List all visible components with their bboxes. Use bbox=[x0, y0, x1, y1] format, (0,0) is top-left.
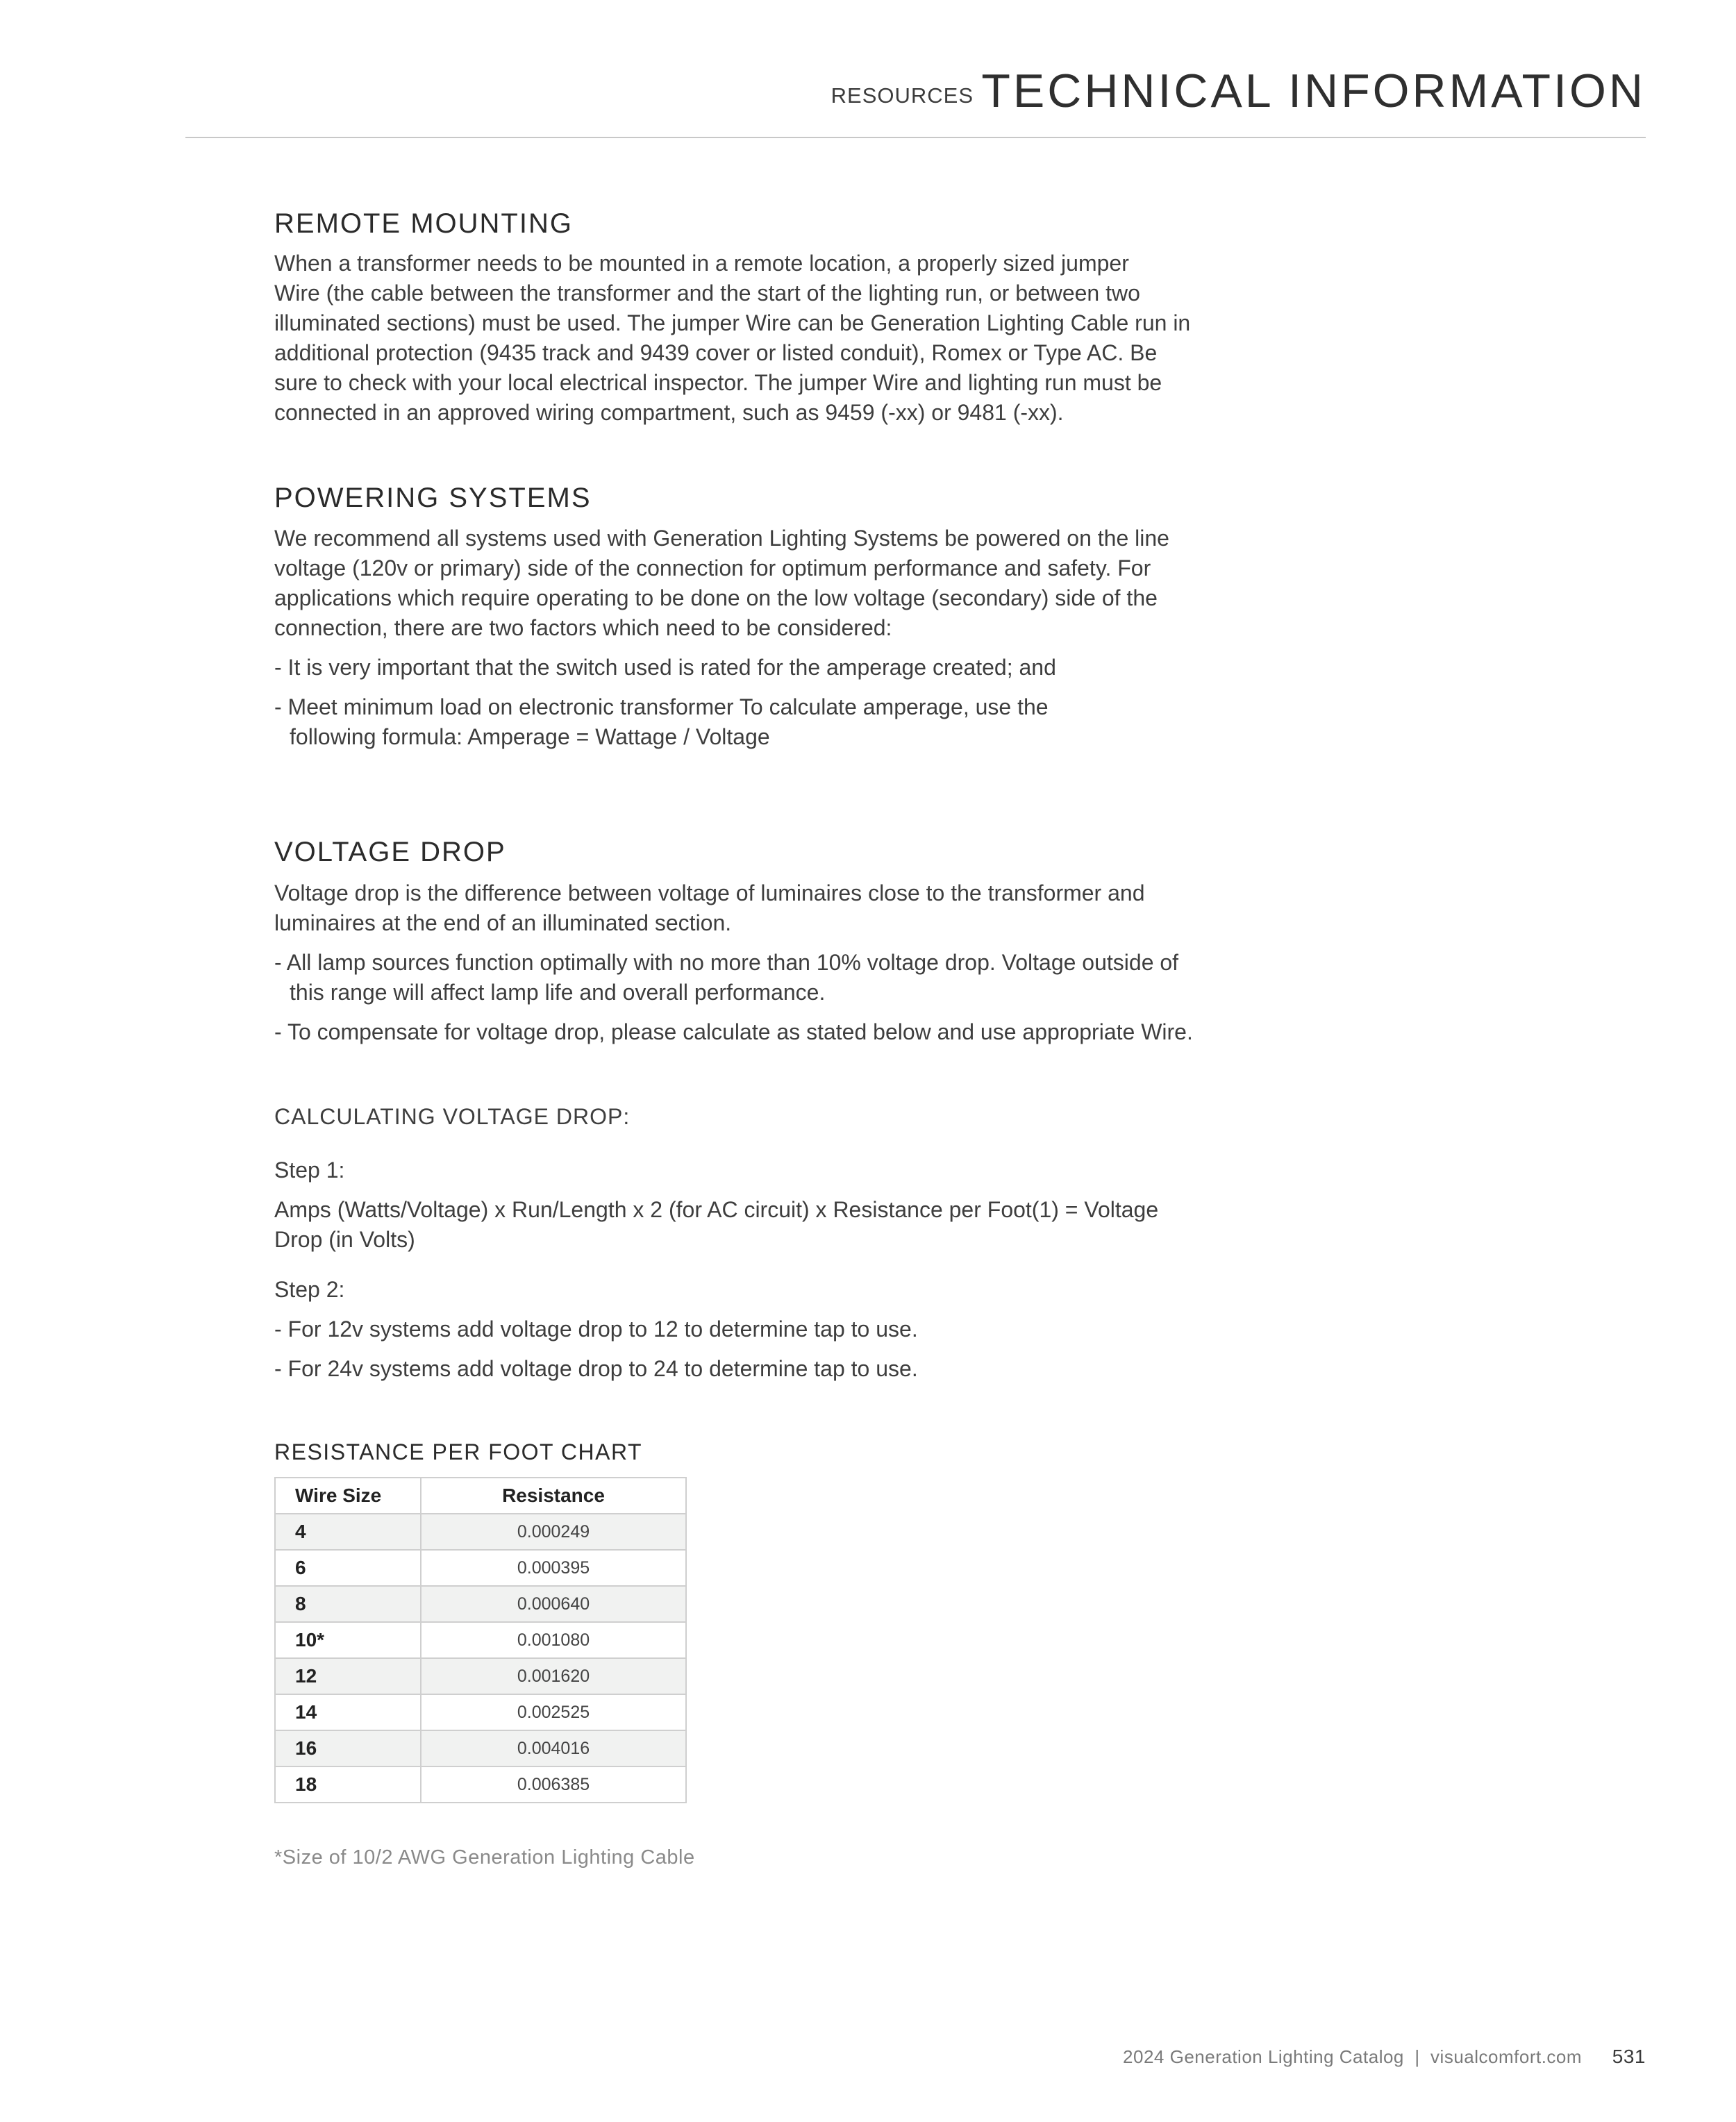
page-header bbox=[185, 0, 1646, 138]
remote-mounting-line: When a transformer needs to be mounted in a remote location, a properly sized jumper bbox=[274, 251, 1129, 276]
table-header-row bbox=[275, 1478, 686, 1514]
powering-bullet-switch: - It is very important that the switch used is rated for the amperage created; and bbox=[274, 655, 1056, 680]
wire-size-cell: 18 bbox=[275, 1766, 421, 1803]
resistance-chart-title: RESISTANCE PER FOOT CHART bbox=[274, 1439, 643, 1464]
step1-formula-line: Drop (in Volts) bbox=[274, 1227, 415, 1252]
resistance-cell: 0.000640 bbox=[421, 1586, 686, 1622]
voltage-drop-bullet-compensate: - To compensate for voltage drop, please calculate as stated below and use appropriate Wire. bbox=[274, 1019, 1193, 1044]
remote-mounting-heading: REMOTE MOUNTING bbox=[274, 208, 573, 239]
remote-mounting-body bbox=[274, 249, 1316, 428]
powering-systems-line: voltage (120v or primary) side of the connection for optimum performance and safety. For bbox=[274, 555, 1151, 580]
voltage-drop-bullet-line: this range will affect lamp life and overall performance. bbox=[290, 980, 826, 1005]
resistance-cell: 0.001080 bbox=[421, 1622, 686, 1658]
wire-size-cell: 8 bbox=[275, 1586, 421, 1622]
voltage-drop-heading: VOLTAGE DROP bbox=[274, 837, 506, 867]
voltage-drop-line: Voltage drop is the difference between voltage of luminaires close to the transformer and bbox=[274, 880, 1145, 905]
powering-bullet-load bbox=[274, 692, 1331, 752]
table-row bbox=[275, 1586, 686, 1622]
powering-systems-body bbox=[274, 524, 1316, 643]
voltage-drop-bullet-line: - All lamp sources function optimally with no more than 10% voltage drop. Voltage outside of bbox=[274, 950, 1179, 975]
step1-label: Step 1: bbox=[274, 1158, 345, 1183]
column-header-wire-size: Wire Size bbox=[275, 1478, 421, 1514]
wire-size-cell: 14 bbox=[275, 1694, 421, 1730]
powering-systems-line: connection, there are two factors which need to be considered: bbox=[274, 615, 892, 640]
wire-size-cell: 10* bbox=[275, 1622, 421, 1658]
catalog-credit: 2024 Generation Lighting Catalog | visualcomfort.com bbox=[1123, 2046, 1583, 2067]
table-row bbox=[275, 1694, 686, 1730]
page-footer bbox=[1123, 2046, 1646, 2068]
table-row bbox=[275, 1550, 686, 1586]
resistance-table bbox=[274, 1477, 687, 1803]
powering-bullet-load-line: - Meet minimum load on electronic transformer To calculate amperage, use the bbox=[274, 694, 1049, 719]
step1-formula bbox=[274, 1195, 1316, 1255]
column-header-resistance: Resistance bbox=[421, 1478, 686, 1514]
calculating-heading: CALCULATING VOLTAGE DROP: bbox=[274, 1104, 631, 1129]
page-number: 531 bbox=[1612, 2046, 1646, 2067]
wire-size-cell: 4 bbox=[275, 1514, 421, 1550]
remote-mounting-line: illuminated sections) must be used. The jumper Wire can be Generation Lighting Cable run in bbox=[274, 310, 1191, 335]
table-row bbox=[275, 1730, 686, 1766]
powering-bullet-load-line: following formula: Amperage = Wattage / Voltage bbox=[290, 724, 770, 749]
remote-mounting-line: connected in an approved wiring compartment, such as 9459 (-xx) or 9481 (-xx). bbox=[274, 400, 1064, 425]
table-row bbox=[275, 1622, 686, 1658]
step2-bullet-24v: - For 24v systems add voltage drop to 24 to determine tap to use. bbox=[274, 1356, 918, 1381]
voltage-drop-bullet-optimal bbox=[274, 948, 1331, 1008]
page-title: TECHNICAL INFORMATION bbox=[981, 65, 1646, 117]
table-row bbox=[275, 1514, 686, 1550]
voltage-drop-body bbox=[274, 878, 1316, 938]
section-label: RESOURCES bbox=[831, 83, 974, 108]
step2-label: Step 2: bbox=[274, 1277, 345, 1302]
powering-systems-heading: POWERING SYSTEMS bbox=[274, 483, 592, 513]
wire-size-cell: 12 bbox=[275, 1658, 421, 1694]
remote-mounting-line: sure to check with your local electrical inspector. The jumper Wire and lighting run must be bbox=[274, 370, 1162, 395]
resistance-cell: 0.000249 bbox=[421, 1514, 686, 1550]
cable-footnote: *Size of 10/2 AWG Generation Lighting Cable bbox=[274, 1846, 695, 1869]
resistance-cell: 0.004016 bbox=[421, 1730, 686, 1766]
wire-size-cell: 16 bbox=[275, 1730, 421, 1766]
resistance-cell: 0.006385 bbox=[421, 1766, 686, 1803]
step2-bullet-12v: - For 12v systems add voltage drop to 12 to determine tap to use. bbox=[274, 1317, 918, 1342]
resistance-cell: 0.000395 bbox=[421, 1550, 686, 1586]
step1-formula-line: Amps (Watts/Voltage) x Run/Length x 2 (for AC circuit) x Resistance per Foot(1) = Voltage bbox=[274, 1197, 1159, 1222]
voltage-drop-line: luminaires at the end of an illuminated section. bbox=[274, 910, 732, 935]
resistance-cell: 0.002525 bbox=[421, 1694, 686, 1730]
powering-systems-line: applications which require operating to be done on the low voltage (secondary) side of the bbox=[274, 585, 1158, 610]
table-row bbox=[275, 1766, 686, 1803]
remote-mounting-line: Wire (the cable between the transformer and the start of the lighting run, or between two bbox=[274, 281, 1140, 306]
resistance-cell: 0.001620 bbox=[421, 1658, 686, 1694]
powering-systems-line: We recommend all systems used with Generation Lighting Systems be powered on the line bbox=[274, 526, 1169, 551]
wire-size-cell: 6 bbox=[275, 1550, 421, 1586]
remote-mounting-line: additional protection (9435 track and 9439 cover or listed conduit), Romex or Type AC. Be bbox=[274, 340, 1158, 365]
table-row bbox=[275, 1658, 686, 1694]
